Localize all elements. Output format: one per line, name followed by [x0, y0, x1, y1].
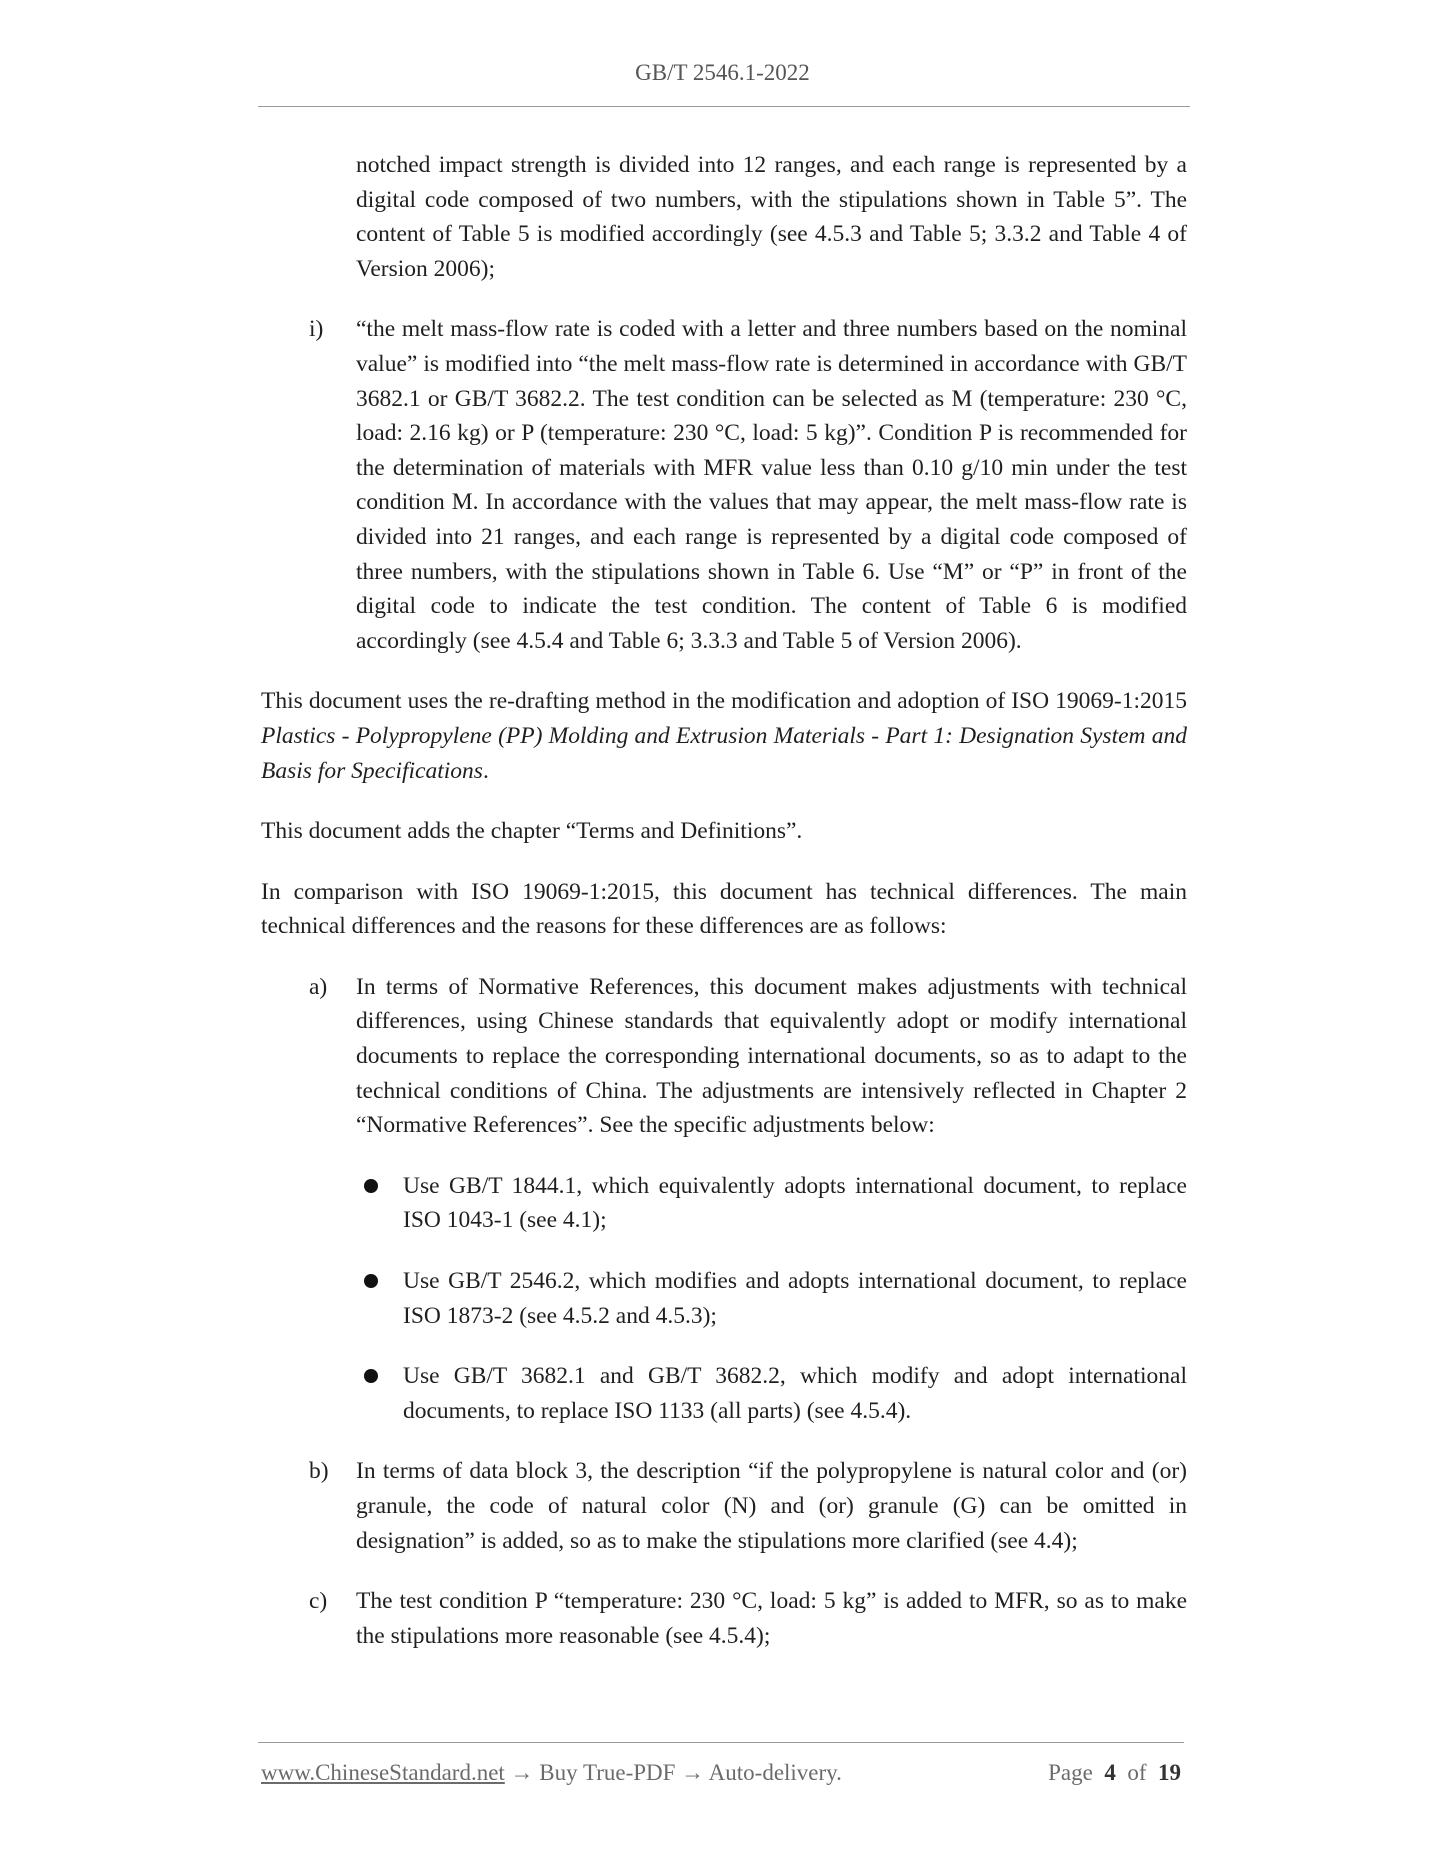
bullet-item [356, 1359, 1187, 1428]
list-item-label: c) [309, 1588, 328, 1615]
footer-divider [258, 1742, 1184, 1743]
of-word: of [1127, 1760, 1147, 1785]
list-item-a [261, 970, 1187, 1143]
comparison-paragraph: In comparison with ISO 19069-1:2015, this document has technical differences. The main technical differences and the reasons for these differences are as follows: [261, 878, 1187, 940]
list-item-label: a) [309, 973, 328, 1000]
page-header-title: GB/T 2546.1-2022 [635, 60, 810, 85]
bullet-icon [356, 1264, 403, 1333]
bullet-text: Use GB/T 2546.2, which modifies and adopts international document, to replace ISO 1873-2 (see 4.5.2 and 4.5.3); [403, 1268, 1187, 1329]
bullet-text: Use GB/T 1844.1, which equivalently adopts international document, to replace ISO 1043-1 (see 4.1); [403, 1172, 1187, 1234]
current-page: 4 [1104, 1760, 1116, 1785]
page-number [1048, 1760, 1181, 1786]
terms-paragraph: This document adds the chapter “Terms and Definitions”. [261, 818, 803, 845]
redrafting-suffix: . [482, 757, 489, 784]
footer-promo-text: → Buy True-PDF → Auto-delivery. [504, 1760, 842, 1785]
footer-promo [261, 1760, 842, 1786]
bullet-icon [356, 1169, 403, 1238]
list-item-text: In terms of Normative References, this document makes adjustments with technical differences, using Chinese standards that equivalently adopt or modify international documents to replace the corresponding international documents, so as to adapt to the technical conditions of China. The adjustments are intensively reflected in Chapter 2 “Normative References”. See the specific adjustments below: [356, 973, 1187, 1139]
total-pages: 19 [1158, 1760, 1181, 1785]
list-item-text: The test condition P “temperature: 230 °C, load: 5 kg” is added to MFR, so as to make the stipulations more reasonable (see 4.5.4); [356, 1588, 1187, 1649]
list-item-c [261, 1584, 1187, 1653]
redrafting-prefix: This document uses the re-drafting method in the modification and adoption of ISO 19069-1:2015 [261, 688, 1187, 715]
page-footer [261, 1760, 1181, 1790]
bullet-item [356, 1169, 1187, 1238]
header-divider [258, 106, 1190, 107]
adjustments-bullet-list [356, 1169, 1187, 1429]
list-item-i [261, 312, 1187, 658]
website-link[interactable]: www.ChineseStandard.net [261, 1760, 505, 1785]
redrafting-paragraph [261, 684, 1187, 788]
list-item-label: b) [309, 1458, 329, 1485]
page-word: Page [1048, 1760, 1093, 1785]
iso-title-italic: Plastics - Polypropylene (PP) Molding and Extrusion Materials - Part 1: Designation System and Basis for Specifications [261, 722, 1187, 784]
document-body [261, 148, 1187, 1679]
list-item-text: In terms of data block 3, the description “if the polypropylene is natural color and (or) granule, the code of natural color (N) and (or) granule (G) can be omitted in designation” is added, so as to make the stipulations more clarified (see 4.4); [356, 1458, 1187, 1554]
intro-continuation-paragraph: notched impact strength is divided into 12 ranges, and each range is represented by a digital code composed of two numbers, with the stipulations shown in Table 5”. The content of Table 5 is modified accordingly (see 4.5.3 and Table 5; 3.3.2 and Table 4 of Version 2006); [356, 152, 1187, 282]
bullet-text: Use GB/T 3682.1 and GB/T 3682.2, which modify and adopt international documents, to replace ISO 1133 (all parts) (see 4.5.4). [403, 1363, 1187, 1424]
bullet-icon [356, 1359, 403, 1428]
list-item-text: “the melt mass-flow rate is coded with a letter and three numbers based on the nominal value” is modified into “the melt mass-flow rate is determined in accordance with GB/T 3682.1 or GB/T 3682.2. The test condition can be selected as M (temperature: 230 °C, load: 2.16 kg) or P (temperature: 230 °C, load: 5 kg)”. Condition P is recommended for the determination of materials with MFR value less than 0.10 g/10 min under the test condition M. In accordance with the values that may appear, the melt mass-flow rate is divided into 21 ranges, and each range is represented by a digital code composed of three numbers, with the stipulations shown in Table 6. Use “M” or “P” in front of the digital code to indicate the test condition. The content of Table 6 is modified accordingly (see 4.5.4 and Table 6; 3.3.3 and Table 5 of Version 2006). [356, 316, 1187, 654]
list-item-b [261, 1454, 1187, 1558]
list-item-label: i) [309, 316, 324, 343]
bullet-item [356, 1264, 1187, 1333]
